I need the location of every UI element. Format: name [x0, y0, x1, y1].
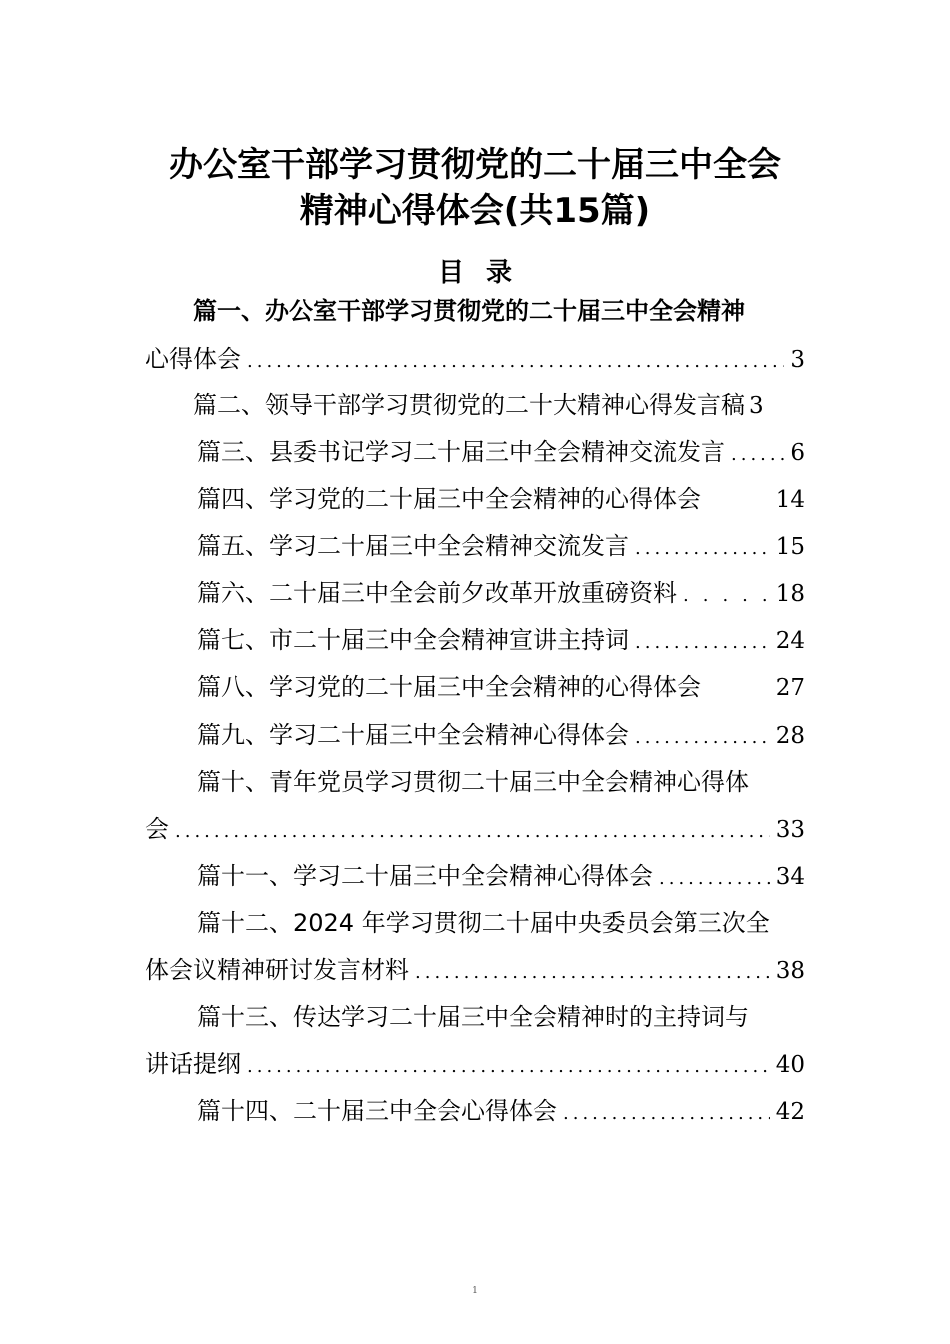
toc-entry-6[interactable] [145, 575, 805, 611]
toc-entry-14[interactable] [145, 1093, 805, 1129]
toc-entry-8[interactable] [145, 669, 805, 705]
toc-leader-dots [415, 955, 770, 991]
toc-entry-title: 篇十、青年党员学习贯彻二十届三中全会精神心得体 [197, 768, 749, 796]
toc-entry-title: 篇四、学习党的二十届三中全会精神的心得体会 [197, 485, 701, 513]
toc-entry-1-line-2[interactable] [145, 341, 805, 377]
toc-entry-title: 会 [145, 815, 169, 843]
toc-entry-title: 篇五、学习二十届三中全会精神交流发言 [197, 532, 629, 560]
toc-entry-title: 篇十四、二十届三中全会心得体会 [197, 1097, 557, 1125]
toc-leader-dots [659, 861, 770, 897]
toc-page-number: 34 [775, 864, 805, 890]
toc-page-number: 42 [775, 1099, 805, 1125]
toc-entry-title: 篇八、学习党的二十届三中全会精神的心得体会 [197, 673, 701, 701]
toc-entry-2[interactable] [145, 387, 805, 423]
toc-entry-title: 篇一、办公室干部学习贯彻党的二十届三中全会精神 [193, 297, 745, 325]
toc-entry-7[interactable] [145, 622, 805, 658]
toc-entry-title: 篇七、市二十届三中全会精神宣讲主持词 [197, 626, 629, 654]
toc-entry-13-line-2[interactable] [145, 1046, 805, 1082]
toc-leader-dots [563, 1096, 770, 1132]
toc-page-number: 40 [775, 1052, 805, 1078]
toc-page-number: 27 [775, 675, 805, 701]
toc-entry-12-line-1[interactable] [145, 905, 805, 941]
toc-entry-9[interactable] [145, 717, 805, 753]
toc-entry-10-line-1[interactable] [145, 764, 805, 800]
toc-entry-title: 篇六、二十届三中全会前夕改革开放重磅资料 [197, 579, 677, 607]
toc-page-number: 14 [775, 487, 805, 513]
toc-leader-dots [731, 437, 784, 473]
toc-leader-dots [247, 344, 784, 380]
toc-page-number: 38 [775, 958, 805, 984]
toc-leader-dots [635, 720, 770, 756]
toc-entry-title: 篇十一、学习二十届三中全会精神心得体会 [197, 862, 653, 890]
toc-entry-title: 心得体会 [145, 345, 241, 373]
toc-leader-dots [175, 814, 770, 850]
toc-page-number: 28 [775, 723, 805, 749]
toc-entry-13-line-1[interactable] [145, 999, 805, 1035]
document-title-line-2: 精神心得体会(共15篇) [299, 191, 651, 231]
toc-page-number: 15 [775, 534, 805, 560]
document-title-line-1: 办公室干部学习贯彻党的二十届三中全会 [169, 145, 781, 185]
toc-heading: 目录 [437, 258, 534, 288]
toc-entry-10-line-2[interactable] [145, 811, 805, 847]
toc-leader-dots [635, 625, 770, 661]
toc-entry-12-line-2[interactable] [145, 952, 805, 988]
toc-entry-title: 讲话提纲 [145, 1050, 241, 1078]
toc-entry-11[interactable] [145, 858, 805, 894]
toc-entry-title: 篇十三、传达学习二十届三中全会精神时的主持词与 [197, 1003, 749, 1031]
toc-entry-4[interactable] [145, 481, 805, 517]
toc-page-number: 33 [775, 817, 805, 843]
page-number-footer: 1 [472, 1286, 478, 1296]
toc-page-number: 6 [790, 440, 805, 466]
toc-entry-5[interactable] [145, 528, 805, 564]
toc-page-number: 3 [790, 347, 805, 373]
toc-entry-title: 篇三、县委书记学习二十届三中全会精神交流发言 [197, 438, 725, 466]
toc-entry-title: 体会议精神研讨发言材料 [145, 956, 409, 984]
toc-entry-title: 篇二、领导干部学习贯彻党的二十大精神心得发言稿 [193, 391, 745, 419]
toc-page-number: 3 [749, 393, 764, 419]
toc-leader-dots [247, 1049, 770, 1085]
toc-leader-dots [683, 578, 770, 614]
toc-page-number: 24 [775, 628, 805, 654]
toc-entry-title: 篇十二、2024 年学习贯彻二十届中央委员会第三次全 [197, 909, 770, 937]
toc-entry-1-line-1[interactable] [145, 293, 805, 329]
toc-entry-title: 篇九、学习二十届三中全会精神心得体会 [197, 721, 629, 749]
toc-entry-3[interactable] [145, 434, 805, 470]
toc-leader-dots [635, 531, 770, 567]
toc-page-number: 18 [775, 581, 805, 607]
